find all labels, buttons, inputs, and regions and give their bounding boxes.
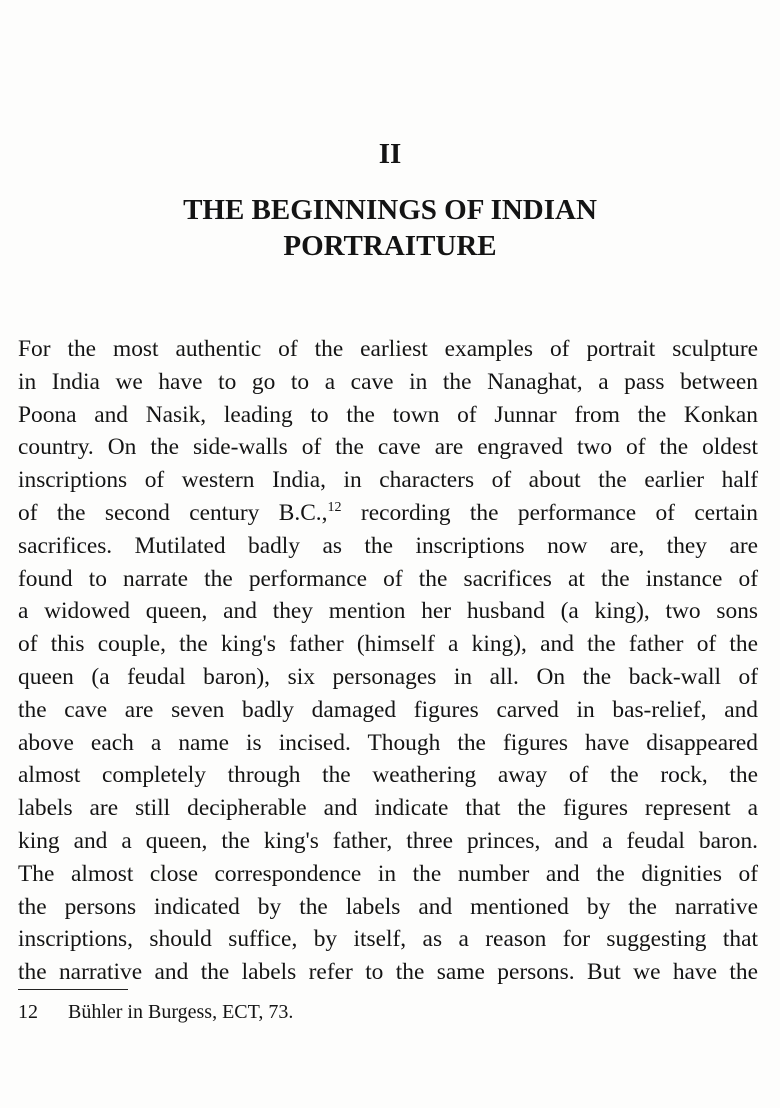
text-line: the cave are seven badly damaged figures carved in bas-relief, and	[18, 696, 758, 723]
text-line: found to narrate the performance of the sacrifices at the instance of	[18, 565, 758, 592]
text-line: king and a queen, the king's father, three princes, and a feudal baron.	[18, 827, 758, 854]
text-line: the persons indicated by the labels and mentioned by the narrative	[18, 893, 758, 920]
footnote-reference: 12	[327, 499, 342, 515]
text-line: the narrative and the labels refer to the same persons. But we have the	[18, 959, 758, 986]
text-line: The almost close correspondence in the number and the dignities of	[18, 860, 758, 887]
footnote-text: Bühler in Burgess, ECT, 73.	[68, 1001, 294, 1023]
text-line: inscriptions of western India, in characters of about the earlier half	[18, 467, 758, 494]
footnote	[18, 999, 293, 1025]
text-line: above each a name is incised. Though the figures have disappeared	[18, 729, 758, 756]
text-line: a widowed queen, and they mention her husband (a king), two sons	[18, 598, 758, 625]
chapter-number: II	[378, 138, 402, 170]
footnote-divider	[18, 989, 128, 990]
text-line: country. On the side-walls of the cave are engraved two of the oldest	[18, 434, 758, 461]
text-line-with-footnote-ref	[18, 497, 758, 530]
text-line: For the most authentic of the earliest examples of portrait sculpture	[18, 336, 758, 362]
text-segment: recording the performance of certain	[360, 499, 758, 526]
text-line: in India we have to go to a cave in the Nanaghat, a pass between	[18, 368, 758, 395]
text-line: Poona and Nasik, leading to the town of Junnar from the Konkan	[18, 401, 758, 428]
text-line: almost completely through the weathering away of the rock, the	[18, 762, 758, 789]
text-segment: of the second century B.C.,	[18, 499, 328, 526]
body-paragraph	[18, 333, 758, 989]
text-line: inscriptions, should suffice, by itself, as a reason for suggesting that	[18, 926, 758, 953]
text-line: of this couple, the king's father (himself a king), and the father of the	[18, 631, 758, 658]
footnote-number: 12	[18, 1001, 38, 1023]
text-line: sacrifices. Mutilated badly as the inscriptions now are, they are	[18, 532, 758, 559]
text-line: labels are still decipherable and indicate that the figures represent a	[18, 795, 758, 822]
chapter-title: THE BEGINNINGS OF INDIAN PORTRAITURE	[183, 194, 597, 262]
text-line: queen (a feudal baron), six personages in all. On the back-wall of	[18, 663, 758, 690]
